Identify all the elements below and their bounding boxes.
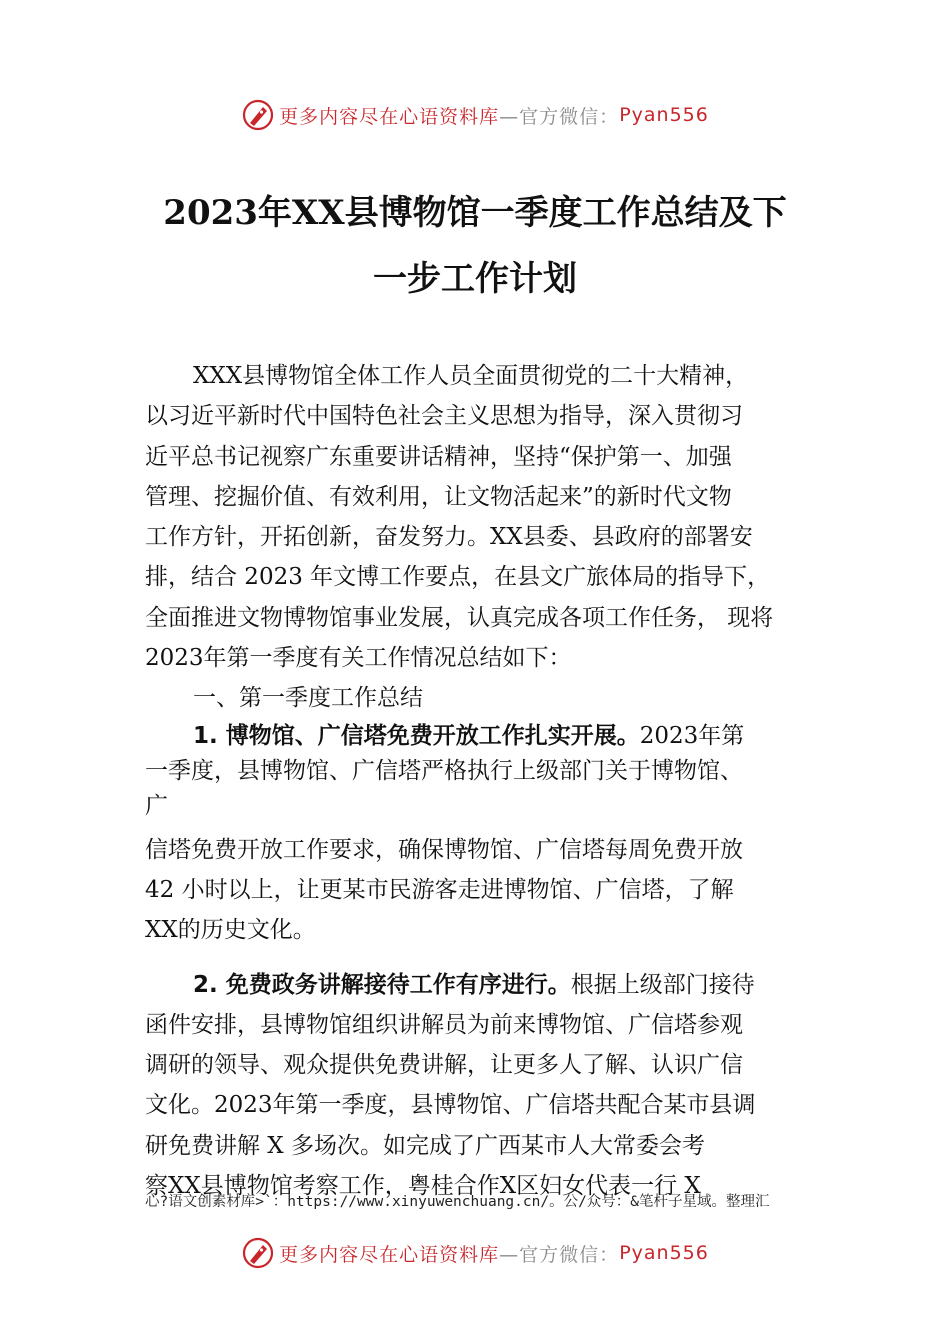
intro-line: XXX县博物馆全体工作人员全面贯彻党的二十大精神， (193, 363, 749, 389)
item-2-line: 文化。2023年第一季度，县博物馆、广信塔共配合某市县调 (145, 1092, 756, 1119)
item-1-line: 一季度，县博物馆、广信塔严格执行上级部门关于博物馆、 (145, 757, 743, 784)
banner-official-text: —官方微信： (499, 105, 620, 128)
title-line-1: 2023年XX县博物馆一季度工作总结及下 (163, 193, 787, 233)
intro-line: 排，结合 2023 年文博工作要点，在县文广旅体局的指导下， (145, 564, 771, 591)
item-1-line: 信塔免费开放工作要求，确保博物馆、广信塔每周免费开放 (145, 836, 743, 863)
item-1-lead: 2023年第 (639, 722, 745, 749)
item-1-heading: 1. 博物馆、广信塔免费开放工作扎实开展。 (193, 722, 640, 749)
intro-line: 全面推进文物博物馆事业发展，认真完成各项工作任务， 现将 (145, 604, 774, 631)
footer-banner (0, 1233, 950, 1273)
item-2-line: 研免费讲解 X 多场次。如完成了广西某市人大常委会考 (145, 1132, 705, 1159)
item-2-line: 函件安排，县博物馆组织讲解员为前来博物馆、广信塔参观 (145, 1011, 743, 1038)
banner-wechat-id: Pyan556 (619, 104, 709, 126)
footer-source-reference: 心?语文创素材库>`：https://www.xinyuwenchuang.cn/。公/众号：&笔杆子星域。整理汇 (145, 1194, 770, 1210)
intro-line: 管理、挖掘价值、有效利用，让文物活起来”的新时代文物 (145, 483, 732, 510)
item-1-line: XX的历史文化。 (145, 917, 316, 944)
item-1-paragraph (145, 719, 835, 824)
banner-main-text: 更多内容尽在心语资料库 (279, 1243, 500, 1266)
pen-nib-circle-icon (241, 98, 275, 132)
item-1-continuation (145, 830, 835, 951)
item-1-line: 广 (145, 792, 168, 819)
intro-line: 工作方针，开拓创新，奋发努力。XX县委、县政府的部署安 (145, 524, 753, 551)
document-body (145, 356, 835, 1206)
banner-official-text: —官方微信： (499, 1243, 620, 1266)
header-banner (0, 95, 950, 135)
pen-nib-circle-icon (241, 1236, 275, 1270)
intro-line: 近平总书记视察广东重要讲话精神，坚持“保护第一、加强 (145, 443, 732, 470)
intro-line: 以习近平新时代中国特色社会主义思想为指导，深入贯彻习 (145, 403, 743, 430)
title-line-2: 一步工作计划 (373, 259, 577, 299)
item-1-line: 42 小时以上，让更某市民游客走进博物馆、广信塔，了解 (145, 876, 734, 903)
item-2-lead: 根据上级部门接待 (570, 971, 755, 998)
item-2-line: 察XX县博物馆考察工作，粤桂合作X区妇女代表一行 X (145, 1173, 701, 1200)
intro-paragraph (145, 356, 835, 678)
document-title (100, 180, 850, 312)
banner-wechat-id: Pyan556 (619, 1242, 709, 1264)
item-2-heading: 2. 免费政务讲解接待工作有序进行。 (193, 971, 571, 998)
intro-line: 2023年第一季度有关工作情况总结如下： (145, 645, 572, 672)
item-2-paragraph (145, 965, 835, 1207)
section-heading: 一、第一季度工作总结 (193, 685, 423, 712)
item-2-line: 调研的领导、观众提供免费讲解，让更多人了解、认识广信 (145, 1052, 743, 1079)
banner-main-text: 更多内容尽在心语资料库 (279, 105, 500, 128)
